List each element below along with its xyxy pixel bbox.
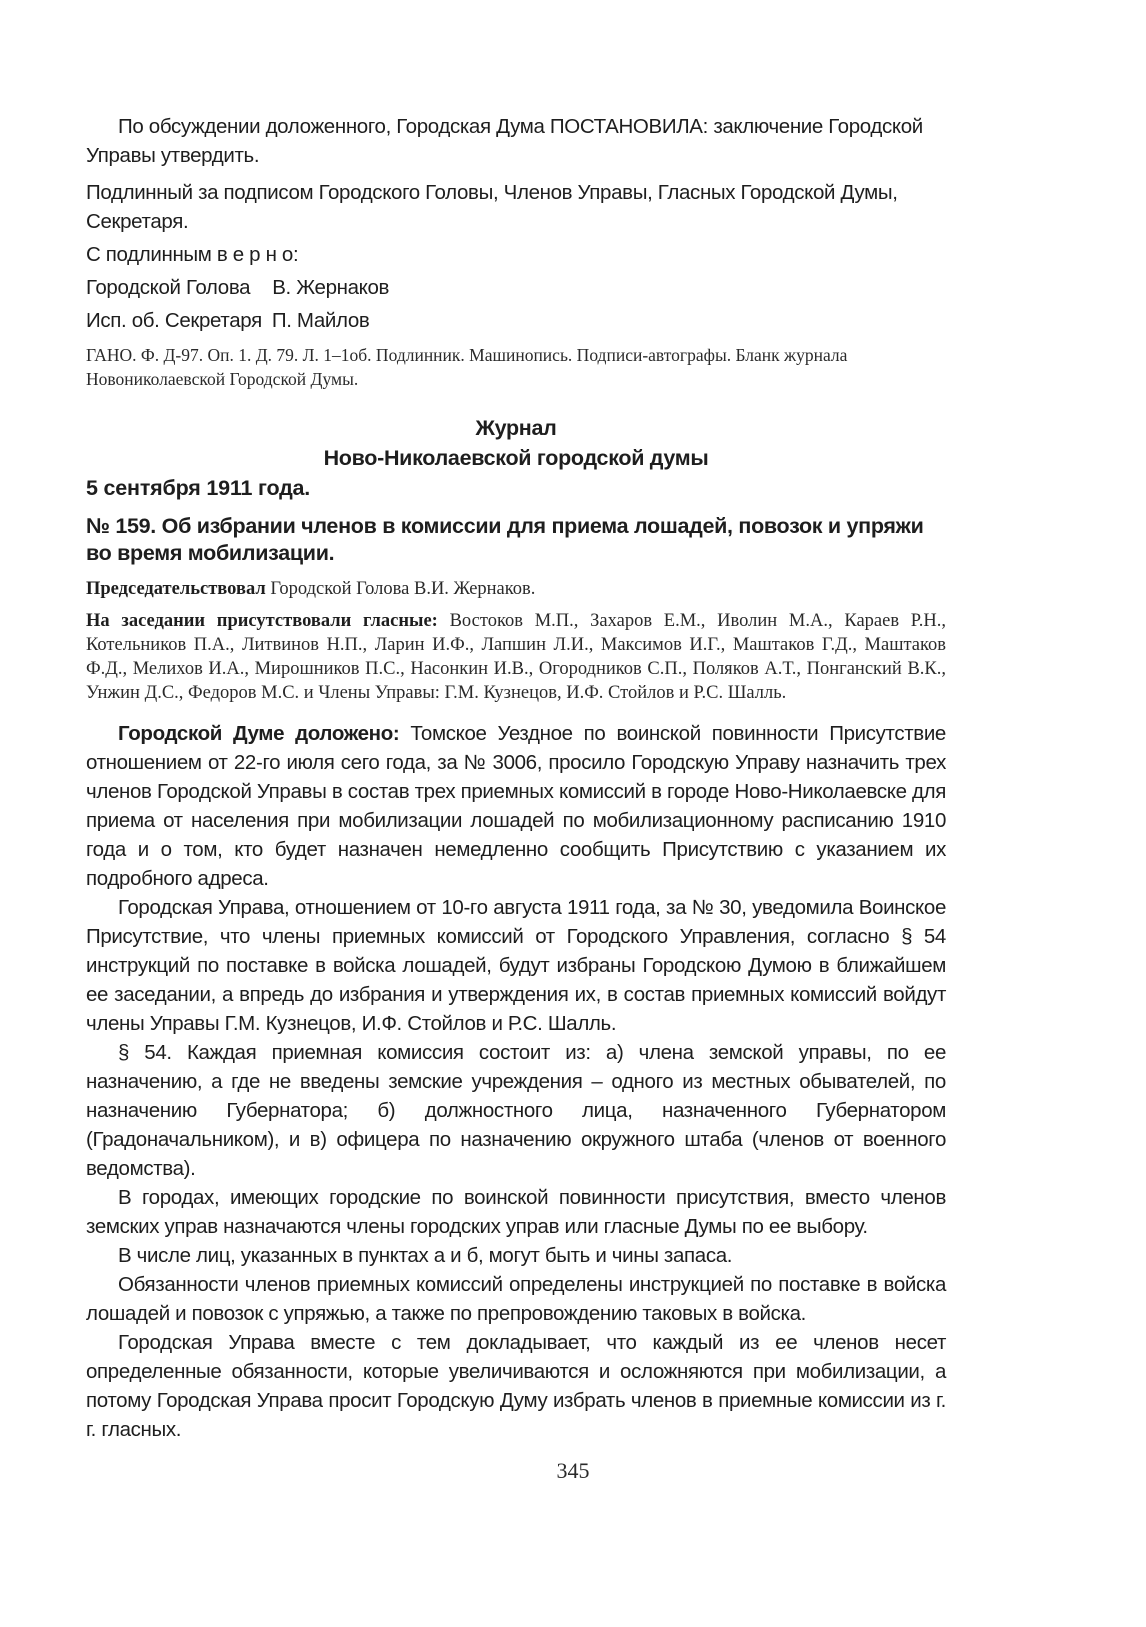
report-paragraph: § 54. Каждая приемная комиссия состоит из: а) члена земской управы, по ее назначению, а где не введены земские учреждения – одного из местных обывателей, по назначению Губернатора; б) должностного лица, назначенного Губернатором (Градоначальником), и в) офицера по назначению окружного штаба (членов от военного ведомства).: [86, 1041, 946, 1180]
attendees-paragraph: [86, 609, 946, 705]
chairman-line: [86, 577, 946, 601]
journal-subtitle: Ново-Николаевской городской думы: [323, 446, 709, 470]
resolution-paragraph: По обсуждении доложенного, Городская Дума ПОСТАНОВИЛА: заключение Городской Управы утвердить.: [86, 115, 923, 167]
chairman-label: Председательствовал: [86, 579, 266, 599]
report-paragraph: В числе лиц, указанных в пунктах а и б, могут быть и чины запаса.: [118, 1244, 733, 1267]
signature-name: П. Майлов: [271, 309, 370, 332]
chairman-text: Городской Голова В.И. Жернаков.: [270, 579, 536, 599]
journal-title: Журнал: [475, 416, 557, 440]
attendees-label: На заседании присутствовали гласные:: [86, 611, 438, 631]
journal-item-title: № 159. Об избрании членов в комиссии для приема лошадей, повозок и упряжи во время мобилизации.: [86, 514, 924, 565]
report-paragraph: Городская Управа, отношением от 10-го августа 1911 года, за № 30, уведомила Воинское Присутствие, что члены приемных комиссий от Городского Управления, согласно § 54 инструкций по поставке в войска лошадей, будут избраны Городскою Думою в ближайшем ее заседании, а впредь до избрания и утверждения их, в состав приемных комиссий войдут члены Управы Г.М. Кузнецов, И.Ф. Стойлов и Р.С. Шалль.: [86, 896, 946, 1035]
report-paragraph: Городская Управа вместе с тем докладывает, что каждый из ее членов несет определенные обязанности, которые увеличиваются и осложняются при мобилизации, а потому Городская Управа просит Городскую Думу избрать членов в приемные комиссии из г. г. гласных.: [86, 1331, 946, 1441]
page-number: 345: [556, 1458, 590, 1483]
report-paragraph: В городах, имеющих городские по воинской повинности присутствия, вместо членов земских управ назначаются члены городских управ или гласные Думы по ее выбору.: [86, 1186, 946, 1238]
original-signed-paragraph: Подлинный за подписом Городского Головы, Членов Управы, Гласных Городской Думы, Секретаря.: [86, 181, 898, 233]
signature-title: Исп. об. Секретаря: [86, 309, 262, 332]
signature-line-mayor: [86, 273, 946, 302]
page-content: [86, 112, 946, 1444]
archive-source-note: ГАНО. Ф. Д-97. Оп. 1. Д. 79. Л. 1–1об. Подлинник. Машинопись. Подписи-автографы. Бланк журнала Новониколаевской Городской Думы.: [86, 345, 848, 389]
signature-name: В. Жернаков: [272, 276, 390, 299]
report-paragraph: [86, 719, 946, 893]
report-body: [86, 719, 946, 1444]
signature-title: Городской Голова: [86, 276, 251, 299]
journal-heading: [86, 413, 946, 473]
report-lead-text: Томское Уездное по воинской повинности Присутствие отношением от 22-го июля сего года, за № 3006, просило Городскую Управу назначить трех членов Городской Управы в состав трех приемных комиссий в городе Ново-Николаевске для приема от населения при мобилизации лошадей по мобилизационному расписанию 1910 года и о том, кто будет назначен немедленно сообщить Присутствию с указанием их подробного адреса.: [86, 722, 946, 890]
signature-line-secretary: [86, 306, 946, 335]
certified-copy-line: С подлинным в е р н о:: [86, 243, 299, 266]
journal-date: 5 сентября 1911 года.: [86, 476, 311, 500]
attendees-text: Востоков М.П., Захаров Е.М., Иволин М.А., Караев Р.Н., Котельников П.А., Литвинов Н.П., Ларин И.Ф., Лапшин Л.И., Максимов И.Г., Маштаков Г.Д., Маштаков Ф.Д., Мелихов И.А., Мирошников П.С., Насонкин И.В., Огородников С.П., Поляков А.Т., Понганский В.К., Унжин Д.С., Федоров М.С. и Члены Управы: Г.М. Кузнецов, И.Ф. Стойлов и Р.С. Шалль.: [86, 611, 947, 703]
report-paragraph: Обязанности членов приемных комиссий определены инструкцией по поставке в войска лошадей и повозок с упряжью, а также по препровождению таковых в войска.: [86, 1273, 946, 1325]
report-lead-label: Городской Думе доложено:: [118, 722, 400, 745]
